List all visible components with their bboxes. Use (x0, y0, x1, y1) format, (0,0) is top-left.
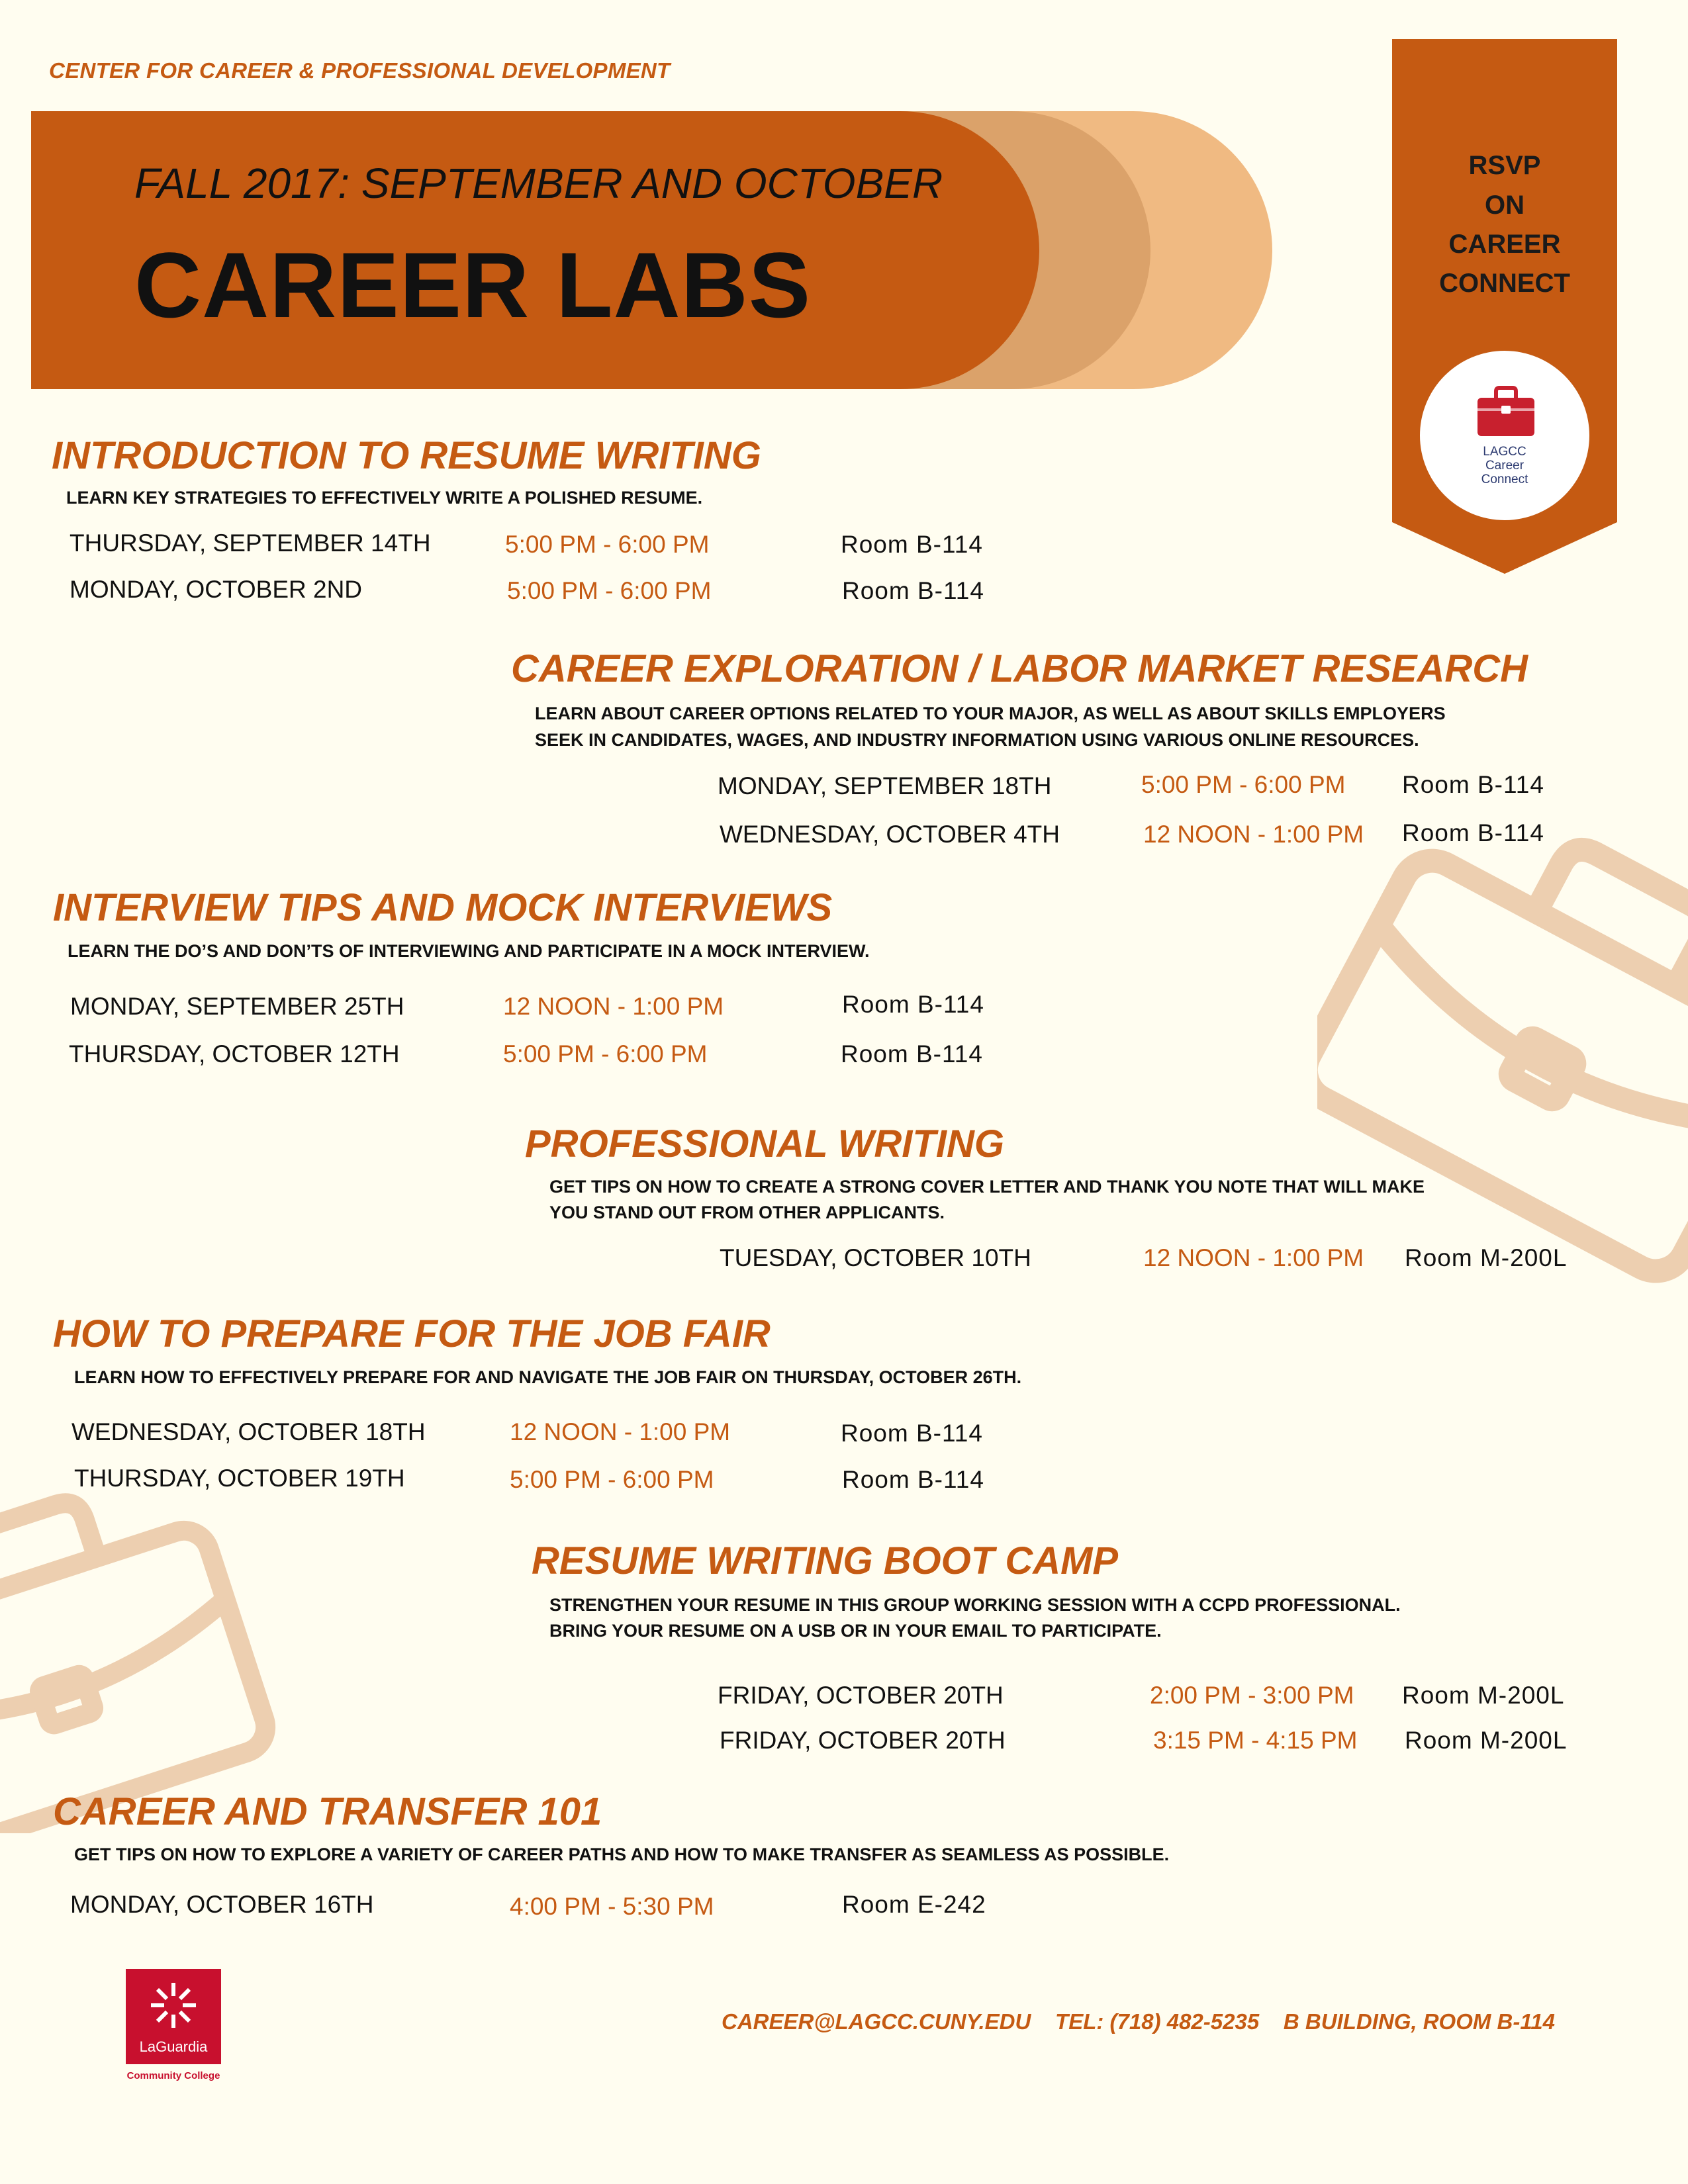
rsvp-line: ON (1485, 191, 1524, 220)
session-time: 12 NOON - 1:00 PM (503, 993, 724, 1020)
session-time: 5:00 PM - 6:00 PM (1141, 771, 1346, 798)
badge-line: Connect (1481, 473, 1528, 486)
footer-location: B BUILDING, ROOM B-114 (1283, 2009, 1555, 2034)
session-day: WEDNESDAY, OCTOBER 4TH (720, 821, 1060, 848)
badge-line: LAGCC (1483, 445, 1526, 459)
section-title-professional-writing: PROFESSIONAL WRITING (525, 1122, 1004, 1165)
section-desc: SEEK IN CANDIDATES, WAGES, AND INDUSTRY INFORMATION USING VARIOUS ONLINE RESOURCES. (535, 730, 1419, 750)
session-time: 12 NOON - 1:00 PM (510, 1418, 731, 1445)
rsvp-line: RSVP (1468, 151, 1541, 180)
session-room: Room B-114 (842, 577, 984, 604)
session-day: THURSDAY, SEPTEMBER 14TH (70, 529, 431, 557)
session-room: Room B-114 (841, 1420, 983, 1447)
session-time: 12 NOON - 1:00 PM (1143, 1244, 1364, 1271)
session-room: Room B-114 (1402, 819, 1544, 846)
session-room: Room B-114 (841, 1040, 983, 1068)
decor-briefcase-icon-left (0, 1463, 278, 1833)
session-time: 5:00 PM - 6:00 PM (505, 531, 710, 558)
section-desc: GET TIPS ON HOW TO CREATE A STRONG COVER LETTER AND THANK YOU NOTE THAT WILL MAKE (549, 1177, 1425, 1197)
badge-line: Career (1485, 459, 1524, 473)
laguardia-star-icon (147, 1979, 200, 2032)
section-desc: LEARN ABOUT CAREER OPTIONS RELATED TO YOUR MAJOR, AS WELL AS ABOUT SKILLS EMPLOYERS (535, 704, 1446, 723)
session-room: Room B-114 (842, 991, 984, 1018)
section-desc: GET TIPS ON HOW TO EXPLORE A VARIETY OF CAREER PATHS AND HOW TO MAKE TRANSFER AS SEAMLESS AS POSSIBLE. (74, 1844, 1170, 1864)
session-day: MONDAY, SEPTEMBER 18TH (718, 772, 1052, 799)
center-name: CENTER FOR CAREER & PROFESSIONAL DEVELOPMENT (49, 58, 671, 83)
section-title-interview-tips: INTERVIEW TIPS AND MOCK INTERVIEWS (53, 886, 833, 929)
footer-contact (722, 2009, 1555, 2034)
section-title-boot-camp: RESUME WRITING BOOT CAMP (532, 1539, 1119, 1582)
footer-email[interactable]: CAREER@LAGCC.CUNY.EDU (722, 2009, 1031, 2034)
section-title-career-transfer: CAREER AND TRANSFER 101 (53, 1790, 602, 1833)
session-room: Room M-200L (1405, 1244, 1568, 1271)
session-day: FRIDAY, OCTOBER 20TH (720, 1727, 1006, 1754)
section-desc: YOU STAND OUT FROM OTHER APPLICANTS. (549, 1203, 945, 1222)
session-day: THURSDAY, OCTOBER 12TH (69, 1040, 400, 1068)
session-day: FRIDAY, OCTOBER 20TH (718, 1682, 1004, 1709)
header-subtitle: FALL 2017: SEPTEMBER AND OCTOBER (134, 159, 943, 207)
session-day: MONDAY, OCTOBER 16TH (70, 1891, 374, 1918)
section-desc: STRENGTHEN YOUR RESUME IN THIS GROUP WORKING SESSION WITH A CCPD PROFESSIONAL. (549, 1595, 1401, 1615)
session-time: 5:00 PM - 6:00 PM (507, 577, 712, 604)
session-room: Room E-242 (842, 1891, 986, 1918)
session-time: 12 NOON - 1:00 PM (1143, 821, 1364, 848)
section-title-job-fair: HOW TO PREPARE FOR THE JOB FAIR (53, 1312, 771, 1355)
session-day: MONDAY, SEPTEMBER 25TH (70, 993, 404, 1020)
logo-subtitle: Community College (126, 2070, 220, 2081)
session-room: Room B-114 (842, 1466, 984, 1493)
rsvp-line: CAREER (1448, 230, 1561, 259)
footer-phone[interactable]: TEL: (718) 482-5235 (1055, 2009, 1260, 2034)
session-day: WEDNESDAY, OCTOBER 18TH (71, 1418, 426, 1445)
session-time: 3:15 PM - 4:15 PM (1153, 1727, 1358, 1754)
logo-name: LaGuardia (139, 2038, 208, 2055)
session-room: Room M-200L (1402, 1682, 1565, 1709)
briefcase-icon (1476, 386, 1536, 439)
section-desc: LEARN KEY STRATEGIES TO EFFECTIVELY WRITE A POLISHED RESUME. (66, 488, 703, 508)
section-title-career-exploration: CAREER EXPLORATION / LABOR MARKET RESEARCH (511, 647, 1528, 690)
section-desc: LEARN THE DO’S AND DON’TS OF INTERVIEWING AND PARTICIPATE IN A MOCK INTERVIEW. (68, 941, 870, 961)
session-room: Room B-114 (841, 531, 983, 558)
session-day: MONDAY, OCTOBER 2ND (70, 576, 363, 603)
section-desc: LEARN HOW TO EFFECTIVELY PREPARE FOR AND NAVIGATE THE JOB FAIR ON THURSDAY, OCTOBER 26TH. (74, 1367, 1022, 1387)
section-desc: BRING YOUR RESUME ON A USB OR IN YOUR EMAIL TO PARTICIPATE. (549, 1621, 1162, 1641)
session-room: Room B-114 (1402, 771, 1544, 798)
session-room: Room M-200L (1405, 1727, 1568, 1754)
session-time: 4:00 PM - 5:30 PM (510, 1893, 714, 1920)
section-title-resume-writing: INTRODUCTION TO RESUME WRITING (52, 434, 761, 477)
session-time: 5:00 PM - 6:00 PM (510, 1466, 714, 1493)
session-day: THURSDAY, OCTOBER 19TH (74, 1465, 405, 1492)
session-time: 2:00 PM - 3:00 PM (1150, 1682, 1354, 1709)
rsvp-line: CONNECT (1439, 269, 1570, 298)
page-title: CAREER LABS (134, 233, 812, 337)
session-day: TUESDAY, OCTOBER 10TH (720, 1244, 1031, 1271)
session-time: 5:00 PM - 6:00 PM (503, 1040, 708, 1068)
